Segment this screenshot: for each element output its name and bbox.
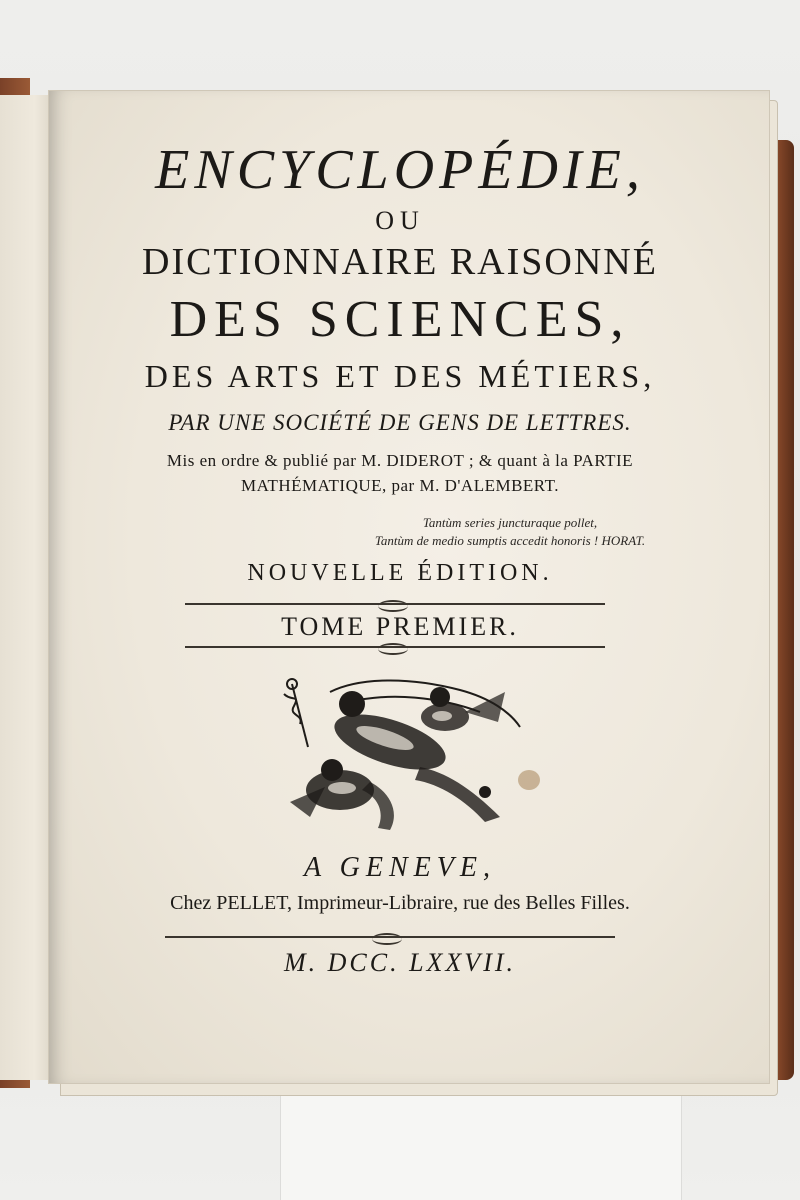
mercury-with-cherubs-engraving bbox=[270, 672, 530, 842]
conjunction-ou: OU bbox=[375, 206, 425, 235]
subtitle-arts: DES ARTS ET DES MÉTIERS, bbox=[144, 358, 656, 394]
authorship-line: PAR UNE SOCIÉTÉ DE GENS DE LETTRES. bbox=[168, 410, 632, 435]
motto-line-2: Tantùm de medio sumptis accedit honoris ! HORAT. bbox=[374, 533, 646, 548]
subtitle-sciences: DES SCIENCES, bbox=[169, 291, 631, 348]
subtitle-dictionnaire: DICTIONNAIRE RAISONNÉ bbox=[142, 241, 658, 283]
editor-line: Mis en ordre & publié par M. DIDEROT ; & quant à la PARTIE bbox=[166, 451, 634, 470]
motto-line-1: Tantùm series juncturaque pollet, bbox=[422, 515, 598, 530]
background-surface bbox=[280, 1085, 682, 1200]
place-of-publication: A GENEVE, bbox=[304, 852, 496, 883]
mathematics-editor-line: MATHÉMATIQUE, par M. D'ALEMBERT. bbox=[240, 476, 560, 495]
publication-date: M. DCC. LXXVII. bbox=[283, 948, 517, 977]
foxing-stain bbox=[518, 770, 540, 790]
volume-line: TOME PREMIER. bbox=[281, 612, 519, 641]
edition-line: NOUVELLE ÉDITION. bbox=[247, 560, 553, 586]
publisher-line: Chez PELLET, Imprimeur-Libraire, rue des Belles Filles. bbox=[170, 892, 630, 914]
ornamental-rule-top bbox=[185, 603, 605, 605]
ornamental-rule-publisher bbox=[165, 936, 615, 938]
book-title: ENCYCLOPÉDIE, bbox=[155, 139, 645, 201]
ornamental-rule-bottom bbox=[185, 646, 605, 648]
